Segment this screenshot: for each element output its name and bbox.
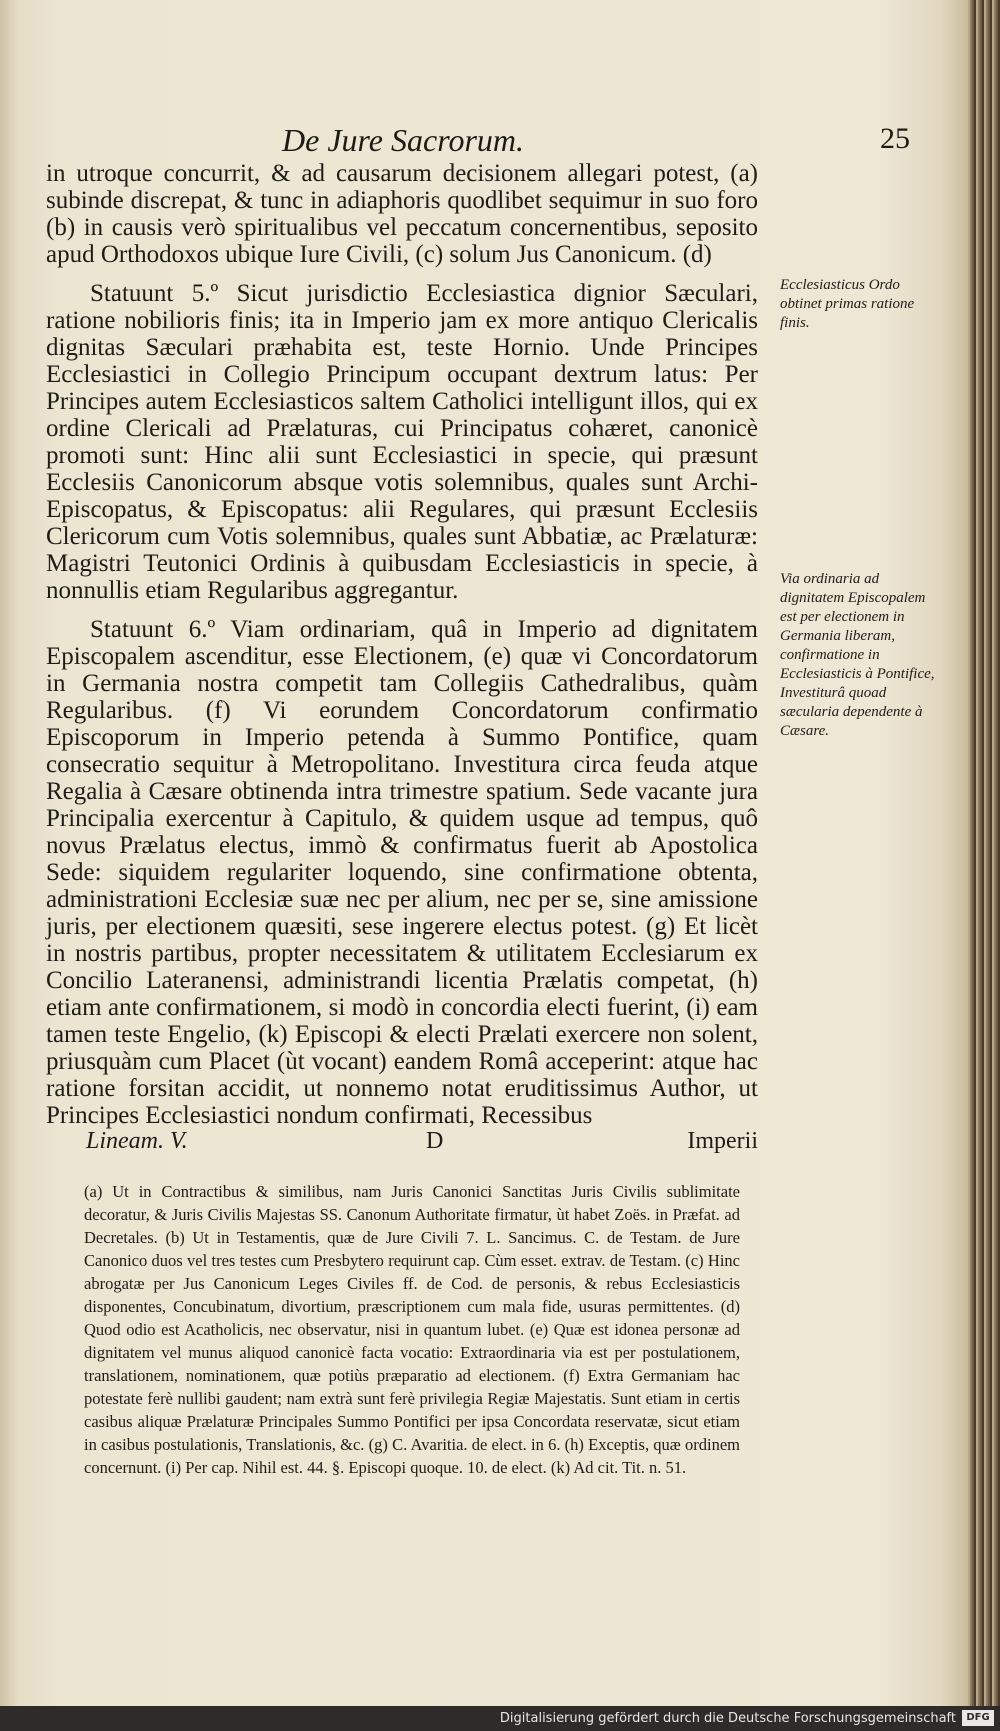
paragraph-statuunt-6: Statuunt 6.º Viam ordinariam, quâ in Imperio ad dignitatem Episcopalem ascenditur, esse Electionem, (e) quæ vi Concordatorum in Germania nostra competit tam Collegiis Cathedralibus, quàm Regularibus. (f) Vi eorundem Concordatorum confirmatio Episcoporum in Imperio petenda à Summo Pontifice, quam consecratio sequitur à Metropolitano. Investitura circa feuda atque Regalia à Cæsare obtinenda intra trimestre spatium. Sede vacante jura Principalia exercentur à Capitulo, & quidem usque ad tempus, quô novus Prælatus electus, immò & confirmatus fuerit ab Apostolica Sede: siquidem regulariter loquendo, sine confirmatione obtenta, administrationi Ecclesiæ suæ nec per alium, nec per se, sine amissione juris, per electionem quæsiti, sese ingerere electus potest. (g) Et licèt in nostris partibus, propter necessitatem & utilitatem Ecclesiarum ex Concilio Lateranensi, administrandi licentia Prælatis competat, (h) etiam ante confirmationem, si modò in concordia electi fuerint, (i) eam tamen teste Engelio, (k) Episcopi & electi Prælati exercere non solent, priusquàm cum Placet (ùt vocant) eandem Româ acceperint: atque hac ratione forsitan accidit, ut nonnemo notat eruditissimus Author, ut Principes Ecclesiastici nondum confirmati, Recessibus xyxy=(46,616,758,1129)
dfg-logo-icon: DFG xyxy=(962,1710,994,1726)
paragraph-continuation: in utroque concurrit, & ad causarum decisionem allegari potest, (a) subinde discrepat, & tunc in adiaphoris quodlibet sequimur in suo foro (b) in causis verò spiritualibus vel peccatum concernentibus, seposito apud Orthodoxos ubique Iure Civili, (c) solum Jus Canonicum. (d) xyxy=(46,160,758,268)
funding-credit: Digitalisierung gefördert durch die Deutsche Forschungsgemeinschaft xyxy=(499,1711,956,1726)
running-title: De Jure Sacrorum. xyxy=(282,122,525,158)
paragraph-statuunt-5: Statuunt 5.º Sicut jurisdictio Ecclesiastica dignior Sæculari, ratione nobilioris finis; ita in Imperio jam ex more antiquo Clericalis dignitas Sæculari præhabita est, teste Hornio. Unde Principes Ecclesiastici in Collegio Principum occupant dextrum latus: Per Principes autem Ecclesiasticos saltem Catholici intelligunt illos, qui ex ordine Clericali ad Prælaturas, cui Principatus cohæret, canonicè promoti sunt: Hinc alii sunt Ecclesiastici in specie, qui præsunt Ecclesiis Canonicorum absque votis solemnibus, quales sunt Archi-Episcopatus, & Episcopatus: alii Regulares, qui præsunt Ecclesiis Clericorum cum Votis solemnibus, quales sunt Abbatiæ, ac Prælaturæ: Magistri Teutonici Ordinis à quibusdam Ecclesiasticis in specie, à nonnullis etiam Regularibus aggregantur. xyxy=(46,280,758,604)
body-text xyxy=(46,160,758,1141)
catchword: Imperii xyxy=(687,1128,758,1154)
page-header xyxy=(270,122,910,162)
page-number: 25 xyxy=(880,122,910,155)
signature-mark: Lineam. V. xyxy=(86,1128,188,1154)
book-spine xyxy=(968,0,1000,1731)
marginal-note-1: Ecclesiasticus Ordo obtinet primas ratione finis. xyxy=(780,277,915,331)
gathering-letter: D xyxy=(426,1128,444,1154)
footnotes: (a) Ut in Contractibus & similibus, nam Juris Canonici Sanctitas Juris Civilis sublimitate decoratur, & Juris Civilis Majestas SS. Canonum Authoritate firmatur, ùt habet Zoës. in Præfat. ad Decretales. (b) Ut in Testamentis, quæ de Jure Civili 7. L. Sancimus. C. de Testam. de Jure Canonico duos vel tres testes cum Presbytero requirunt cap. Cùm esset. extrav. de Testam. (c) Hinc abrogatæ per Jus Canonicum Leges Civiles ff. de Cod. de personis, & rebus Ecclesiasticis disponentes, Concubinatum, divortium, præscriptionem cum mala fide, usuras permittentes. (d) Quod odio est Acatholicis, nec observatur, nisi in quantum lubet. (e) Quæ est idonea personæ ad dignitatem vel munus aliquod canonicè facta vocatio: Extraordinaria via est per postulationem, translationem, nominationem, quæ potiùs præparatio ad electionem. (f) Extra Germaniam hac potestate ferè nullibi gaudent; nam extrà sunt ferè privilegia Regiæ Majestatis. Sunt etiam in certis casibus aliquæ Prælaturæ Principales Summo Pontifici per ipsa Concordata reservatæ, sicut etiam in casibus postulationis, Translationis, &c. (g) C. Avaritia. de elect. in 6. (h) Exceptis, quæ ordinem concernunt. (i) Per cap. Nihil est. 44. §. Episcopi quoque. 10. de elect. (k) Ad cit. Tit. n. 51. xyxy=(84,1182,740,1477)
catchline xyxy=(46,1128,758,1158)
marginal-note-2: Via ordinaria ad dignitatem Episcopalem est per electionem in Germania liberam, confirmatione in Ecclesiasticis à Pontifice, Investiturâ quoad sæcularia dependente à Cæsare. xyxy=(780,571,935,739)
digitization-footer xyxy=(0,1706,1000,1731)
